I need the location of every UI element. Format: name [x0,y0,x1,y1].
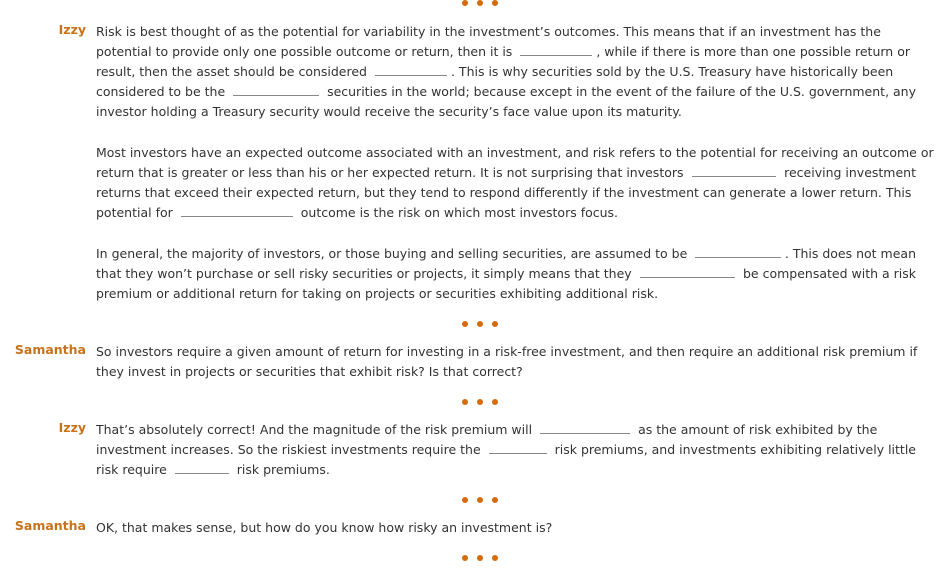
text: That’s absolutely correct! And the magnitude of the risk premium will [96,422,533,437]
blank-premium-change[interactable] [540,421,630,434]
text: In general, the majority of investors, or those buying and selling securities, are assumed to be [96,246,688,261]
izzy-paragraph-2 [96,143,934,223]
speaker-izzy: Izzy [58,22,86,37]
izzy-paragraph-4 [96,420,916,480]
blank-outcome-type[interactable] [181,204,293,217]
text: risk require [96,462,167,477]
ellipsis-dots-icon [462,320,498,328]
blank-highest[interactable] [489,441,547,454]
ellipsis-dots-icon [462,0,498,7]
text: returns that exceed their expected return, but they tend to respond differently if the investment can generate a lower return. This [96,185,912,200]
text: potential for [96,205,173,220]
text: as the amount of risk exhibited by the [638,422,878,437]
text: premium or additional return for taking on projects or securities exhibiting additional risk. [96,286,659,301]
ellipsis-dots-icon [462,398,498,406]
text: investment increases. So the riskiest investments require the [96,442,481,457]
izzy-paragraph-1 [96,22,916,122]
izzy-paragraph-3 [96,244,916,304]
text: considered to be the [96,84,226,99]
ellipsis-dots-icon [462,554,498,562]
text: Most investors have an expected outcome associated with an investment, and risk refers to the potential for receiving an outcome or [96,145,934,160]
text: that they won’t purchase or sell risky securities or projects, it simply means that they [96,266,632,281]
text: outcome is the risk on which most investors focus. [300,205,619,220]
speaker-izzy: Izzy [58,420,86,435]
text: risk premiums, and investments exhibiting relatively little [554,442,916,457]
text: potential to provide only one possible outcome or return, then it is [96,44,513,59]
text: Risk is best thought of as the potential for variability in the investment’s outcomes. This means that if an investment has the [96,24,881,39]
blank-risk-free[interactable] [520,43,592,56]
text: . This is why securities sold by the U.S. Treasury have historically been [450,64,894,79]
text: So investors require a given amount of return for investing in a risk-free investment, and then require an additional risk premium if [96,344,918,359]
text: receiving investment [784,165,916,180]
text: , while if there is more than one possible return or [596,44,910,59]
text: . This does not mean [784,246,916,261]
text: investor holding a Treasury security would receive the security’s face value upon its maturity. [96,104,682,119]
samantha-paragraph-2 [96,518,916,538]
blank-risky[interactable] [375,63,447,76]
speaker-samantha: Samantha [14,342,86,357]
text: return that is greater or less than his or her expected return. It is not surprising that investors [96,165,684,180]
text: they invest in projects or securities that exhibit risk? Is that correct? [96,364,523,379]
text: be compensated with a risk [742,266,916,281]
blank-expect[interactable] [640,265,735,278]
text: securities in the world; because except in the event of the failure of the U.S. government, any [327,84,916,99]
ellipsis-dots-icon [462,496,498,504]
blank-lowest[interactable] [175,461,229,474]
blank-safest[interactable] [233,83,319,96]
text: OK, that makes sense, but how do you know how risky an investment is? [96,520,553,535]
speaker-samantha: Samantha [14,518,86,533]
blank-investor-attitude[interactable] [695,245,781,258]
text: risk premiums. [236,462,330,477]
blank-investor-reaction[interactable] [692,164,777,177]
text: result, then the asset should be considered [96,64,367,79]
samantha-paragraph-1 [96,342,916,382]
